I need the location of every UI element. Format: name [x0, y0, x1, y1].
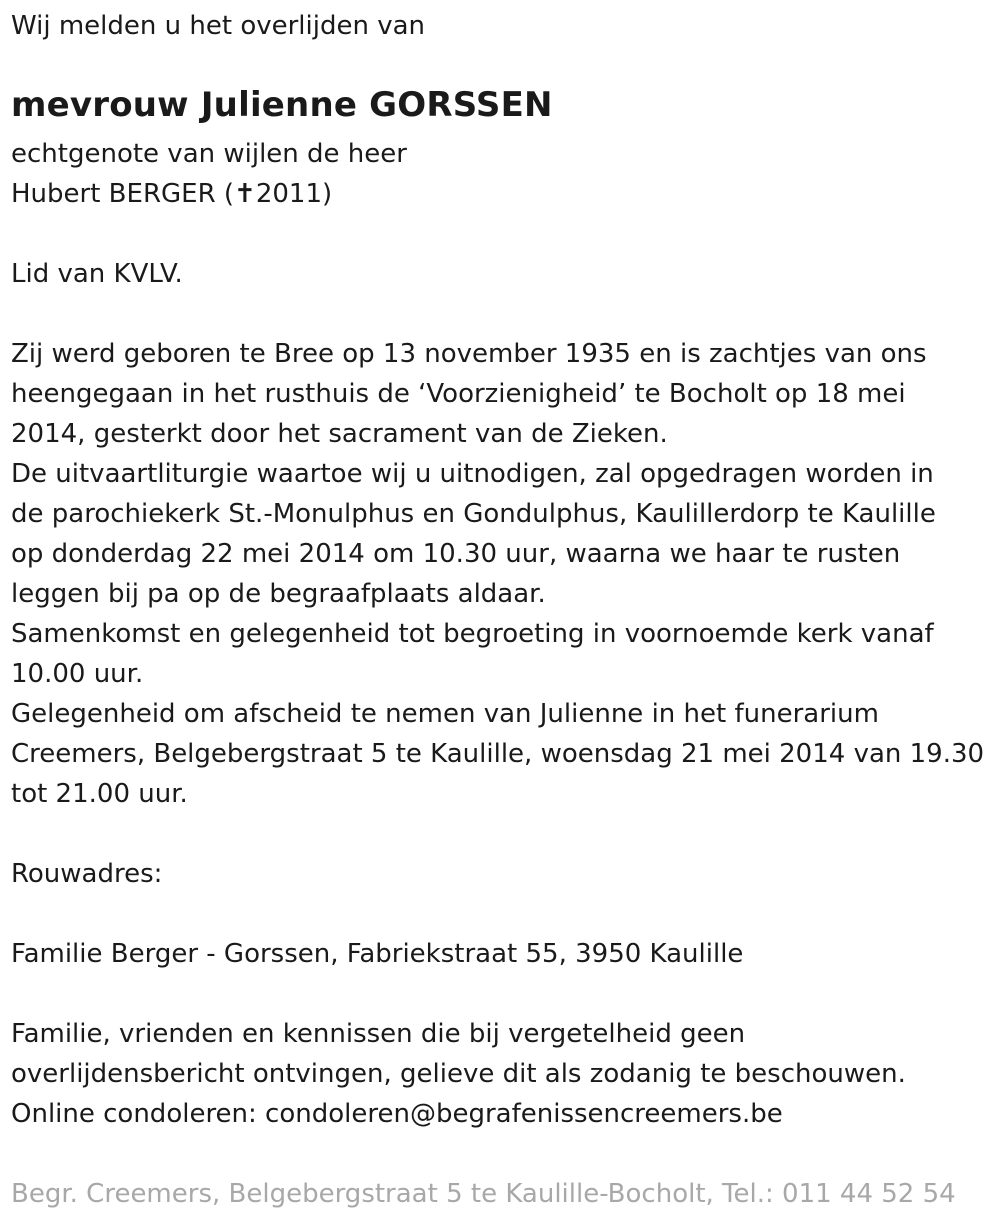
funeral-home-footer: Begr. Creemers, Belgebergstraat 5 te Kaulille-Bocholt, Tel.: 011 44 52 54 [11, 1179, 956, 1209]
address-label: Rouwadres: [11, 859, 163, 889]
body-line: 2014, gesterkt door het sacrament van de Zieken. [11, 419, 668, 449]
spouse-line-1: echtgenote van wijlen de heer [11, 139, 407, 169]
deceased-name: mevrouw Julienne GORSSEN [11, 85, 553, 125]
body-line: Gelegenheid om afscheid te nemen van Julienne in het funerarium [11, 699, 879, 729]
body-line: Zij werd geboren te Bree op 13 november 1935 en is zachtjes van ons [11, 339, 927, 369]
body-line: tot 21.00 uur. [11, 779, 188, 809]
body-line: 10.00 uur. [11, 659, 144, 689]
body-line: Samenkomst en gelegenheid tot begroeting in voornoemde kerk vanaf [11, 619, 934, 649]
membership-text: Lid van KVLV. [11, 259, 183, 289]
closing-line: overlijdensbericht ontvingen, gelieve dit als zodanig te beschouwen. [11, 1059, 906, 1089]
body-line: De uitvaartliturgie waartoe wij u uitnodigen, zal opgedragen worden in [11, 459, 934, 489]
body-line: de parochiekerk St.-Monulphus en Gondulphus, Kaulillerdorp te Kaulille [11, 499, 936, 529]
condolence-line: Online condoleren: condoleren@begrafenissencreemers.be [11, 1099, 783, 1129]
closing-line: Familie, vrienden en kennissen die bij vergetelheid geen [11, 1019, 746, 1049]
body-line: op donderdag 22 mei 2014 om 10.30 uur, waarna we haar te rusten [11, 539, 901, 569]
body-line: Creemers, Belgebergstraat 5 te Kaulille, woensdag 21 mei 2014 van 19.30 [11, 739, 985, 769]
intro-text: Wij melden u het overlijden van [11, 11, 426, 41]
body-line: heengegaan in het rusthuis de ‘Voorzienigheid’ te Bocholt op 18 mei [11, 379, 906, 409]
address-value: Familie Berger - Gorssen, Fabriekstraat 55, 3950 Kaulille [11, 939, 744, 969]
body-line: leggen bij pa op de begraafplaats aldaar. [11, 579, 546, 609]
spouse-line-2: Hubert BERGER (✝2011) [11, 179, 333, 209]
